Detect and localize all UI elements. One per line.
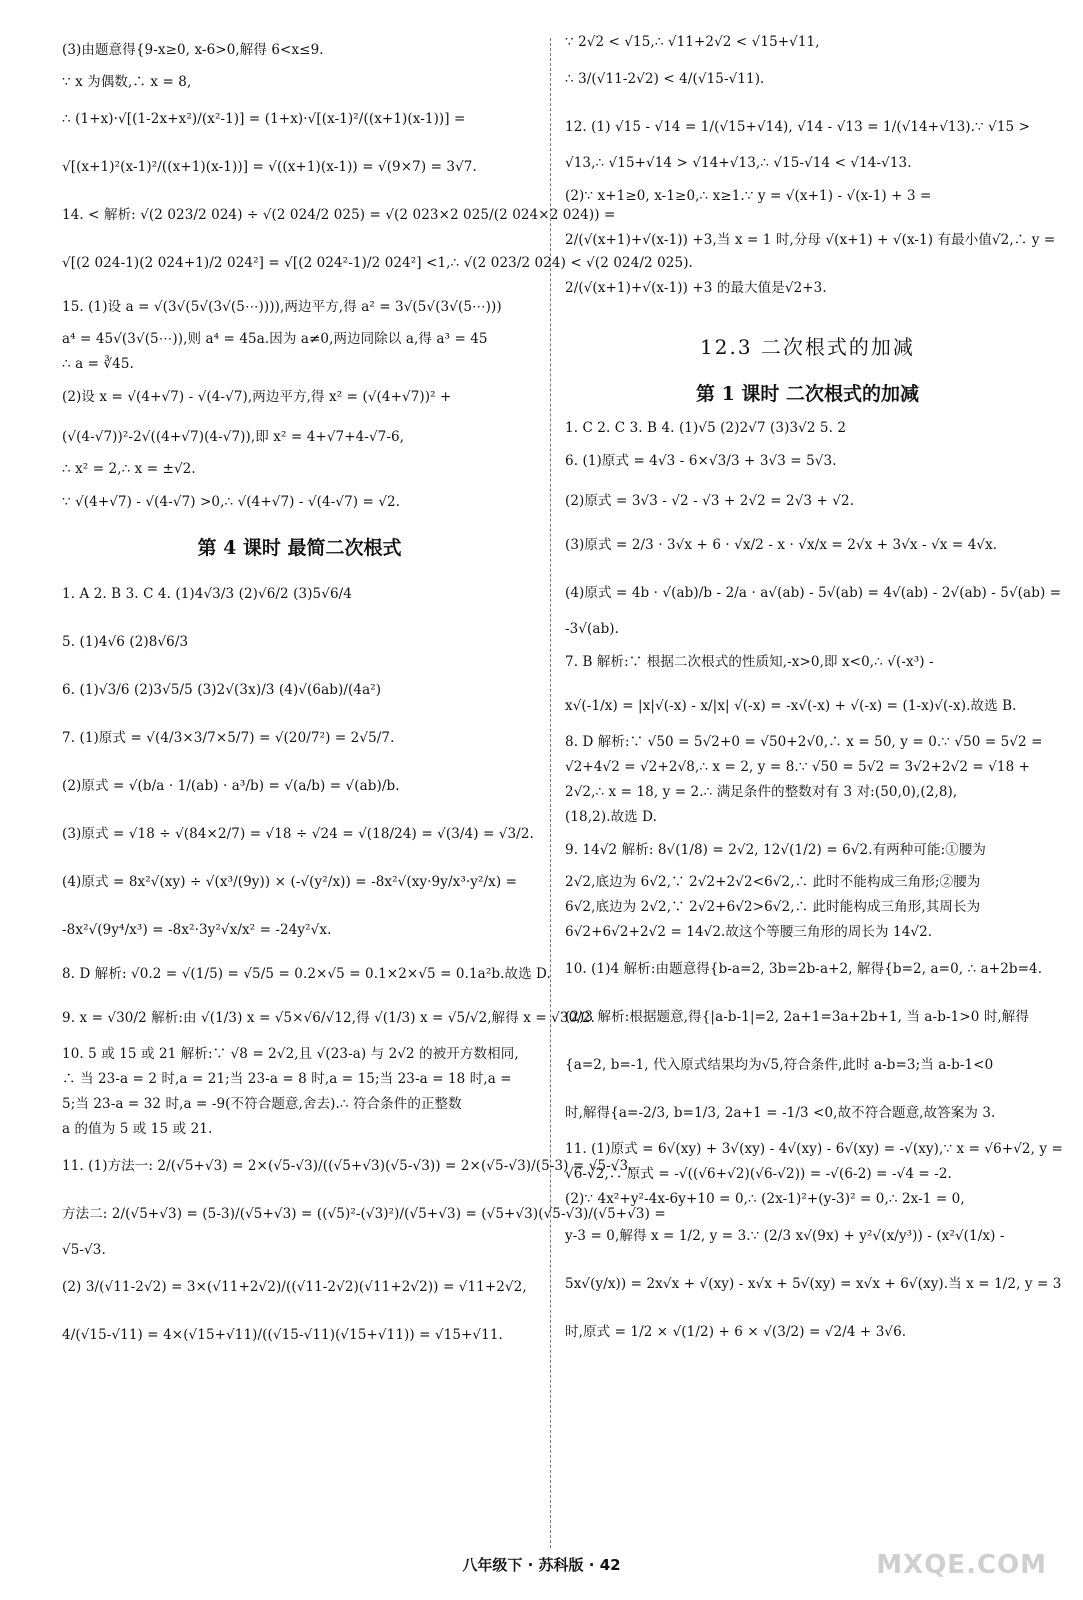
answer-line: √6-√2,∴ 原式 = -√((√6+√2)(√6-√2)) = -√(6-2) = -√4 = -2. [565,1166,952,1182]
answer-line: (2)∵ x+1≥0, x-1≥0,∴ x≥1.∵ y = √(x+1) - √(x-1) + 3 = [565,188,932,204]
answer-line: 11. (1)方法一: 2/(√5+√3) = 2×(√5-√3)/((√5+√3)(√5-√3)) = 2×(√5-√3)/(5-3) = √5-√3. [62,1158,633,1174]
answer-line: 9. 14√2 解析: 8√(1/8) = 2√2, 12√(1/2) = 6√2.有两种可能:①腰为 [565,842,987,858]
right-column [565,30,1063,1356]
answer-line: 10. 5 或 15 或 21 解析:∵ √8 = 2√2,且 √(23-a) 与 2√2 的被开方数相同, [62,1046,519,1062]
answer-line: (3)原式 = √18 ÷ √(84×2/7) = √18 ÷ √24 = √(18/24) = √(3/4) = √3/2. [62,826,534,842]
answer-line: ∴ a = ∛45. [62,356,134,372]
answer-line: -8x²√(9y⁴/x³) = -8x²·3y²√x/x² = -24y²√x. [62,922,332,938]
answer-line: (2)3 解析:根据题意,得{|a-b-1|=2, 2a+1=3a+2b+1, 当 a-b-1>0 时,解得 [565,1009,1030,1025]
right-answers-lesson-1 [565,416,1063,1356]
answer-line: 8. D 解析: √0.2 = √(1/5) = √5/5 = 0.2×√5 = 0.1×2×√5 = 0.1a²b.故选 D. [62,966,551,982]
answer-line: ∴ 当 23-a = 2 时,a = 21;当 23-a = 8 时,a = 15;当 23-a = 18 时,a = [62,1071,512,1087]
answer-line: 14. < 解析: √(2 023/2 024) ÷ √(2 024/2 025) = √(2 023×2 025/(2 024×2 024)) = [62,207,616,223]
answer-line: 1. C 2. C 3. B 4. (1)√5 (2)2√7 (3)3√2 5. 2 [565,420,847,436]
answer-line: (2)∵ 4x²+y²-4x-6y+10 = 0,∴ (2x-1)²+(y-3)² = 0,∴ 2x-1 = 0, [565,1191,965,1207]
answer-line: 时,解得{a=-2/3, b=1/3, 2a+1 = -1/3 <0,故不符合题意,故答案为 3. [565,1105,996,1121]
answer-line: √5-√3. [62,1242,106,1258]
answer-line: (2)原式 = 3√3 - √2 - √3 + 2√2 = 2√3 + √2. [565,493,855,509]
answer-line: 5;当 23-a = 32 时,a = -9(不符合题意,舍去).∴ 符合条件的正整数 [62,1096,462,1112]
answer-line: ∵ 2√2 < √15,∴ √11+2√2 < √15+√11, [565,34,820,50]
lesson-heading-1: 第 1 课时 二次根式的加减 [695,383,920,405]
answer-line: (√(4-√7))²-2√((4+√7)(4-√7)),即 x² = 4+√7+4-√7-6, [62,429,405,445]
answer-line: 方法二: 2/(√5+√3) = (5-3)/(√5+√3) = ((√5)²-(√3)²)/(√5+√3) = (√5+√3)(√5-√3)/(√5+√3) = [62,1206,666,1222]
answer-line: (2)设 x = √(4+√7) - √(4-√7),两边平方,得 x² = (√(4+√7))² + [62,389,452,405]
answer-line: 6√2,底边为 2√2,∵ 2√2+6√2>6√2,∴ 此时能构成三角形,其周长为 [565,899,981,915]
answer-line: 11. (1)原式 = 6√(xy) + 3√(xy) - 4√(xy) - 6√(xy) = -√(xy),∵ x = √6+√2, y = [565,1141,1063,1157]
answer-line: (4)原式 = 8x²√(xy) ÷ √(x³/(9y)) × (-√(y²/x)) = -8x²√(xy·9y/x³·y²/x) = [62,874,518,890]
answer-line: √2+4√2 = √2+2√8,∴ x = 2, y = 8.∵ √50 = 5√2 = 3√2+2√2 = √18 + [565,759,1031,775]
answer-line: {a=2, b=-1, 代入原式结果均为√5,符合条件,此时 a-b=3;当 a-b-1<0 [565,1057,994,1073]
answer-line: √[(2 024-1)(2 024+1)/2 024²] = √[(2 024²-1)/2 024²] <1,∴ √(2 023/2 024) < √(2 024/2 025). [62,255,693,271]
answer-line: 5. (1)4√6 (2)8√6/3 [62,634,189,650]
answer-line: 4/(√15-√11) = 4×(√15+√11)/((√15-√11)(√15+√11)) = √15+√11. [62,1327,503,1343]
answer-line: 5x√(y/x)) = 2x√x + √(xy) - x√x + 5√(xy) = x√x + 6√(xy).当 x = 1/2, y = 3 [565,1276,1062,1292]
answer-line: 7. (1)原式 = √(4/3×3/7×5/7) = √(20/7²) = 2√5/7. [62,730,395,746]
page-footer: 八年级下 · 苏科版 · 42 [462,1556,621,1574]
answer-line: √13,∴ √15+√14 > √14+√13,∴ √15-√14 < √14-√13. [565,155,912,171]
answer-line: (3)原式 = 2/3 · 3√x + 6 · √x/2 - x · √x/x = 2√x + 3√x - √x = 4√x. [565,537,998,553]
answer-line: 8. D 解析:∵ √50 = 5√2+0 = √50+2√0,∴ x = 50, y = 0.∵ √50 = 5√2 = [565,734,1043,750]
answer-line: -3√(ab). [565,621,620,637]
answer-line: (2) 3/(√11-2√2) = 3×(√11+2√2)/((√11-2√2)(√11+2√2)) = √11+2√2, [62,1279,527,1295]
answer-line: (3)由题意得{9-x≥0, x-6>0,解得 6<x≤9. [62,42,324,58]
answer-line: 6. (1)√3/6 (2)3√5/5 (3)2√(3x)/3 (4)√(6ab)/(4a²) [62,682,382,698]
answer-line: 2√2,∴ x = 18, y = 2.∴ 满足条件的整数对有 3 对:(50,0),(2,8), [565,784,958,800]
answer-line: 10. (1)4 解析:由题意得{b-a=2, 3b=2b-a+2, 解得{b=2, a=0, ∴ a+2b=4. [565,961,1043,977]
answer-line: ∵ x 为偶数,∴ x = 8, [62,74,192,90]
answer-line: ∴ x² = 2,∴ x = ±√2. [62,461,196,477]
answer-line: 2/(√(x+1)+√(x-1)) +3,当 x = 1 时,分母 √(x+1) + √(x-1) 有最小值√2,∴ y = [565,232,1056,248]
answer-line: 6√2+6√2+2√2 = 14√2.故这个等腰三角形的周长为 14√2. [565,924,933,940]
watermark-logo: MXQE.COM [876,1550,1047,1580]
answer-line: 6. (1)原式 = 4√3 - 6×√3/3 + 3√3 = 5√3. [565,453,837,469]
answer-line: (2)原式 = √(b/a · 1/(ab) · a³/b) = √(a/b) = √(ab)/b. [62,778,400,794]
section-title: 12.3 二次根式的加减 [700,335,915,359]
answer-line: 1. A 2. B 3. C 4. (1)4√3/3 (2)√6/2 (3)5√6/4 [62,586,352,602]
answer-line: ∵ √(4+√7) - √(4-√7) >0,∴ √(4+√7) - √(4-√7) = √2. [62,494,401,510]
answer-line: x√(-1/x) = |x|√(-x) - x/|x| √(-x) = -x√(-x) + √(-x) = (1-x)√(-x).故选 B. [565,698,1017,714]
answer-line: (18,2).故选 D. [565,809,658,825]
answer-line: a⁴ = 45√(3√(5⋯)),则 a⁴ = 45a.因为 a≠0,两边同除以 a,得 a³ = 45 [62,331,488,347]
answer-line: √[(x+1)²(x-1)²/((x+1)(x-1))] = √((x+1)(x-1)) = √(9×7) = 3√7. [62,159,477,175]
right-answers-top [565,30,1056,312]
answer-line: 9. x = √30/2 解析:由 √(1/3) x = √5×√6/√12,得 √(1/3) x = √5/√2,解得 x = √30/2. [62,1010,595,1026]
answer-line: 12. (1) √15 - √14 = 1/(√15+√14), √14 - √13 = 1/(√14+√13).∵ √15 > [565,119,1030,135]
answer-line: 7. B 解析:∵ 根据二次根式的性质知,-x>0,即 x<0,∴ √(-x³) - [565,654,934,670]
answer-line: ∴ (1+x)·√[(1-2x+x²)/(x²-1)] = (1+x)·√[(x-1)²/((x+1)(x-1))] = [62,111,466,127]
answer-line: y-3 = 0,解得 x = 1/2, y = 3.∵ (2/3 x√(9x) + y²√(x/y³)) - (x²√(1/x) - [565,1228,1005,1244]
answer-line: ∴ 3/(√11-2√2) < 4/(√15-√11). [565,71,765,87]
answer-line: 2√2,底边为 6√2,∵ 2√2+2√2<6√2,∴ 此时不能构成三角形;②腰为 [565,874,981,890]
answer-line: (4)原式 = 4b · √(ab)/b - 2/a · a√(ab) - 5√(ab) = 4√(ab) - 2√(ab) - 5√(ab) = [565,585,1062,601]
lesson-heading-4: 第 4 课时 最简二次根式 [197,537,402,559]
answer-line: 时,原式 = 1/2 × √(1/2) + 6 × √(3/2) = √2/4 + 3√6. [565,1324,907,1340]
answer-line: 15. (1)设 a = √(3√(5√(3√(5⋯)))),两边平方,得 a² = 3√(5√(3√(5⋯))) [62,299,502,315]
answer-line: a 的值为 5 或 15 或 21. [62,1121,213,1137]
answer-line: 2/(√(x+1)+√(x-1)) +3 的最大值是√2+3. [565,280,827,296]
